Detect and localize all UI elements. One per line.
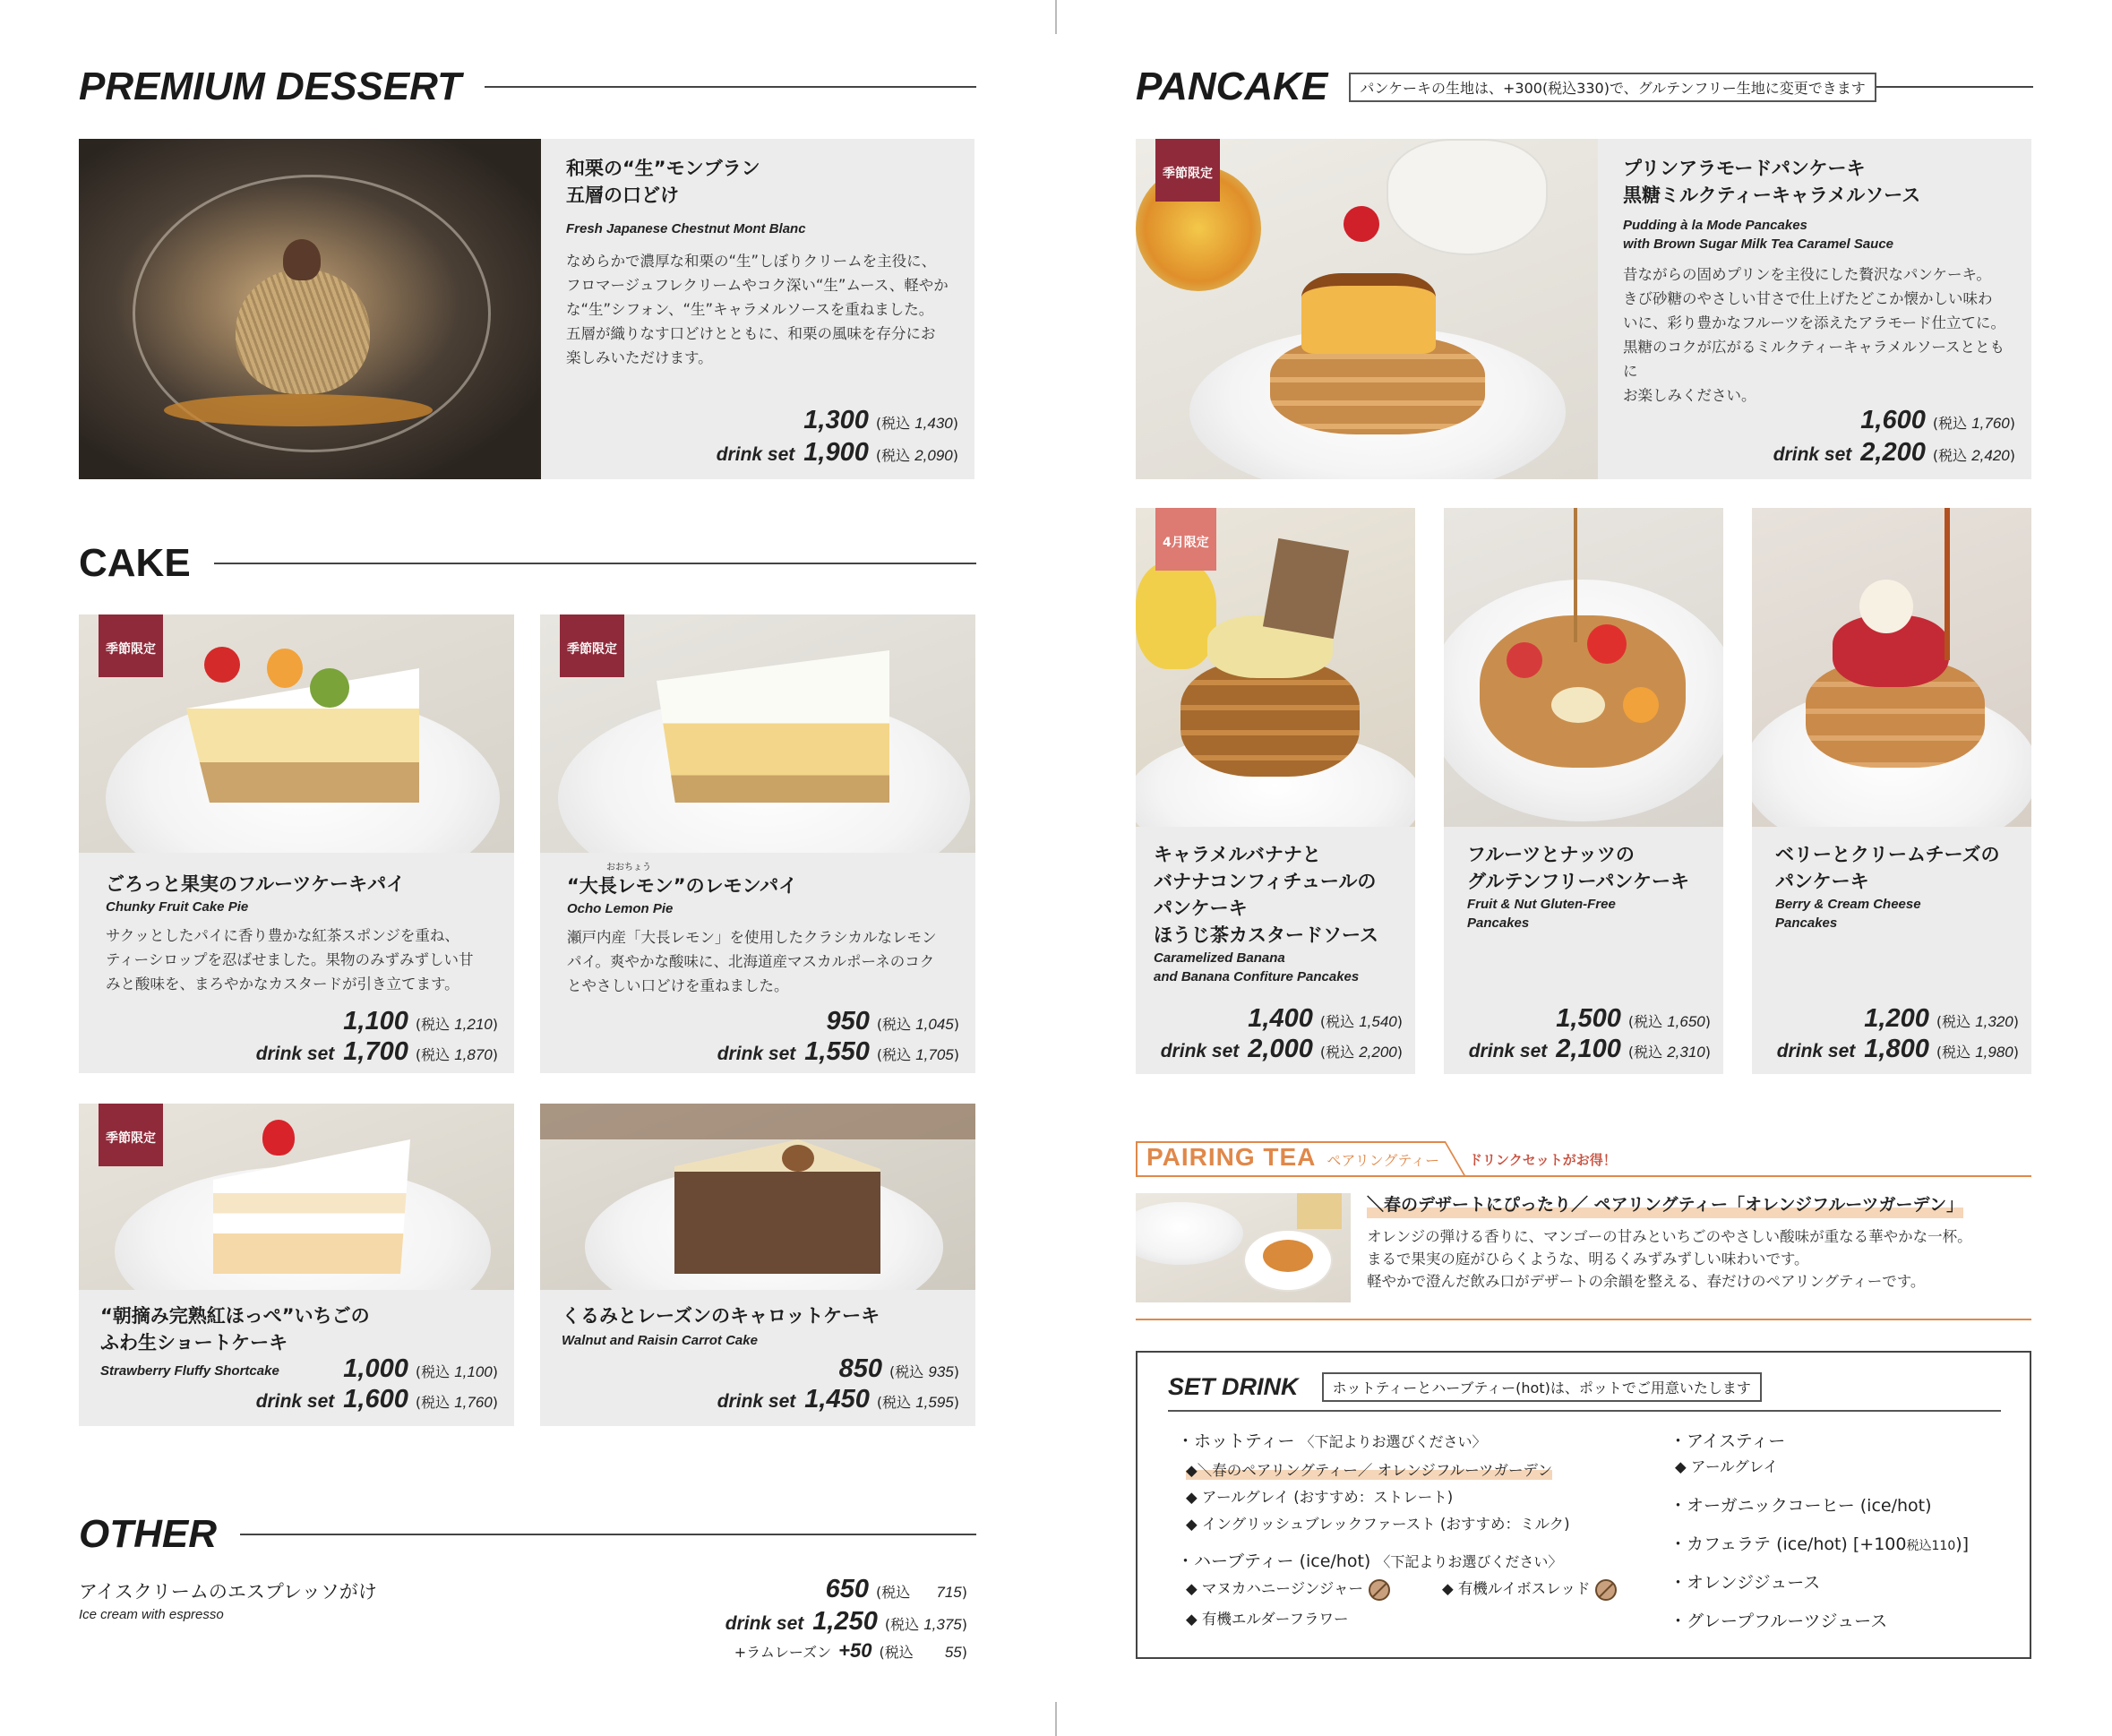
hot-tea-item: ・ホットティー 〈下記よりお選びください〉 [1177, 1431, 1487, 1451]
cake-card-shortcake[interactable] [79, 1104, 514, 1426]
cake3-price: 1,000 (税込 1,100) [343, 1354, 498, 1383]
premium-dessert-card[interactable] [79, 139, 974, 479]
section-title-other: OTHER [79, 1512, 217, 1556]
section-title-premium: PREMIUM DESSERT [79, 64, 462, 108]
premium-drink-set-price: drink set 1,900 (税込 2,090) [716, 438, 958, 467]
other-addon-price: +ラムレーズン +50 (税込 55) [734, 1639, 967, 1662]
orange-juice-item: ・オレンジジュース [1670, 1573, 1821, 1593]
cake2-ruby: おおちょう [606, 863, 651, 872]
seasonal-badge: 季節限定 [99, 614, 163, 677]
pudding-pancake-photo [1136, 139, 1598, 479]
cake3-drink-set-price: drink set 1,600 (税込 1,760) [255, 1385, 498, 1414]
iced-tea-item: ・アイスティー [1670, 1431, 1786, 1451]
premium-name-line1: 和栗の“生”モンブラン [566, 158, 760, 179]
other-item-name-en: Ice cream with espresso [79, 1607, 224, 1622]
cake2-name-en: Ocho Lemon Pie [567, 901, 674, 916]
pancake-main-card[interactable] [1136, 139, 2031, 479]
pancake2-name-en-1: Fruit & Nut Gluten-Free [1467, 897, 1616, 912]
page-fold-top [1055, 0, 1057, 34]
premium-name-line2: 五層の口どけ [566, 185, 679, 206]
pancake1-name-en-1: Caramelized Banana [1154, 950, 1285, 966]
other-heading [79, 1512, 976, 1557]
pancake-main-drink-set-price: drink set 2,200 (税込 2,420) [1773, 438, 2015, 467]
april-badge: 4月限定 [1155, 508, 1216, 571]
herb-option-rooibos: ◆ 有機ルイボスレッド [1442, 1577, 1617, 1601]
carrot-cake-photo [540, 1104, 975, 1290]
pancake3-price: 1,200 (税込 1,320) [1864, 1004, 2019, 1033]
cake3-name-en: Strawberry Fluffy Shortcake [100, 1363, 279, 1379]
other-drink-set-price: drink set 1,250 (税込 1,375) [725, 1607, 967, 1636]
pancake3-name-en-2: Pancakes [1775, 915, 1838, 931]
cake1-name: ごろっと果実のフルーツケーキパイ [106, 873, 406, 895]
herb-option-manuka: ◆ マヌカハニージンジャー [1186, 1577, 1390, 1601]
hot-tea-option-earl-grey: ◆ アールグレイ (おすすめ：ストレート) [1186, 1489, 1454, 1506]
hot-tea-option-pairing: ◆＼春のペアリングティー／ オレンジフルーツガーデン [1186, 1458, 1552, 1480]
pancake-main-price: 1,600 (税込 1,760) [1860, 406, 2015, 434]
heading-rule [240, 1534, 976, 1535]
seasonal-badge: 季節限定 [560, 614, 624, 677]
pancake-card-berry[interactable] [1752, 508, 2031, 1074]
premium-description: なめらかで濃厚な和栗の“生”しぼりクリームを主役に、 フロマージュフレクリームやコク深い“生”ムース、軽やか な“生”シフォン、“生”キャラメルソースを重ねました。 五層が織りなす口どけとともに、和栗の風味を存分にお 楽しみいただけます。 [566, 253, 949, 366]
premium-name-en: Fresh Japanese Chestnut Mont Blanc [566, 221, 806, 236]
cake-card-carrot-cake[interactable] [540, 1104, 975, 1426]
pancake-main-name-en-2: with Brown Sugar Milk Tea Caramel Sauce [1623, 236, 1894, 252]
berry-pancake-photo [1752, 508, 2031, 827]
pancake3-name-line1: ベリーとクリームチーズの [1775, 844, 2000, 865]
other-price: 650 (税込 715) [825, 1575, 967, 1603]
cake1-description: サクッとしたパイに香り豊かな紅茶スポンジを重ね、 ティーシロップを忍ばせました。果物のみずみずしい甘 みと酸味を、まろやかなカスタードが引き立てます。 [106, 927, 474, 993]
cake4-price: 850 (税込 935) [838, 1354, 959, 1383]
cake1-price: 1,100 (税込 1,210) [343, 1007, 498, 1036]
pairing-tea-photo [1136, 1193, 1351, 1302]
mont-blanc-photo [79, 139, 541, 479]
pancake3-name-en-1: Berry & Cream Cheese [1775, 897, 1921, 912]
grapefruit-juice-item: ・グレープフルーツジュース [1670, 1611, 1888, 1631]
heading-rule [485, 86, 976, 88]
pancake-main-name-en-1: Pudding à la Mode Pancakes [1623, 218, 1807, 233]
cake-card-fruit-pie[interactable] [79, 614, 514, 1073]
cake-card-lemon-pie[interactable] [540, 614, 975, 1073]
premium-dessert-heading [79, 64, 976, 109]
set-drink-title: SET DRINK [1168, 1373, 1299, 1400]
pancake1-name-en-2: and Banana Confiture Pancakes [1154, 969, 1360, 984]
shortcake-photo [79, 1104, 514, 1290]
pancake3-drink-set-price: drink set 1,800 (税込 1,980) [1776, 1035, 2019, 1063]
fruit-cake-pie-photo [79, 614, 514, 853]
pancake2-price: 1,500 (税込 1,650) [1556, 1004, 1711, 1033]
heading-rule [214, 563, 976, 564]
pairing-tea-section [1136, 1141, 2031, 1320]
cake1-drink-set-price: drink set 1,700 (税込 1,870) [255, 1037, 498, 1066]
pancake3-name-line2: パンケーキ [1775, 871, 1869, 892]
cake4-drink-set-price: drink set 1,450 (税込 1,595) [717, 1385, 959, 1414]
set-drink-note: ホットティーとハーブティー(hot)は、ポットでご用意いたします [1322, 1372, 1762, 1402]
pairing-tea-headline: ＼春のデザートにぴったり／ ペアリングティー「オレンジフルーツガーデン」 [1367, 1191, 1963, 1218]
banana-pancake-photo [1136, 508, 1415, 827]
pairing-tea-tag: ドリンクセットがお得！ [1469, 1152, 1617, 1168]
premium-price: 1,300 (税込 1,430) [803, 406, 958, 434]
cake3-name-line2: ふわ生ショートケーキ [100, 1332, 288, 1354]
pancake-card-gluten-free[interactable] [1444, 508, 1723, 1074]
heading-rule [1876, 86, 2033, 88]
cake1-name-en: Chunky Fruit Cake Pie [106, 899, 249, 915]
pancake1-drink-set-price: drink set 2,000 (税込 2,200) [1160, 1035, 1403, 1063]
pancake-main-name-line2: 黒糖ミルクティーキャラメルソース [1623, 185, 1921, 206]
pairing-tea-subtitle: ペアリングティー [1326, 1152, 1440, 1169]
pancake-note: パンケーキの生地は、+300(税込330)で、グルテンフリー生地に変更できます [1349, 73, 1876, 102]
pairing-tea-description: オレンジの弾ける香りに、マンゴーの甘みといちごのやさしい酸味が重なる華やかな一杯。 まるで果実の庭がひらくような、明るくみずみずしい味わいです。 軽やかで澄んだ飲み口がデザートの余韻を整える、春だけのペアリングティーです。 [1367, 1228, 1972, 1290]
pancake1-name-line2: バナナコンフィチュールの [1154, 871, 1377, 892]
pancake-main-name-line1: プリンアラモードパンケーキ [1623, 158, 1866, 179]
section-title-cake: CAKE [79, 541, 191, 585]
set-drink-box [1136, 1351, 2031, 1659]
caffeine-free-icon [1595, 1579, 1617, 1601]
pancake-card-banana[interactable] [1136, 508, 1415, 1074]
seasonal-badge: 季節限定 [99, 1104, 163, 1166]
pancake1-price: 1,400 (税込 1,540) [1248, 1004, 1403, 1033]
cake-heading [79, 541, 976, 586]
caffeine-free-icon [1369, 1579, 1390, 1601]
other-item-name: アイスクリームのエスプレッソがけ [79, 1581, 377, 1603]
pancake1-name-line3: パンケーキ [1154, 898, 1248, 919]
other-item[interactable] [79, 1578, 377, 1624]
lemon-pie-photo [540, 614, 975, 853]
herb-option-elderflower: ◆ 有機エルダーフラワー [1186, 1611, 1349, 1628]
pairing-tea-title: PAIRING TEA [1146, 1143, 1317, 1171]
pancake2-name-line2: グルテンフリーパンケーキ [1467, 871, 1690, 892]
cake4-name: くるみとレーズンのキャロットケーキ [562, 1305, 880, 1327]
cake2-description: 瀬戸内産「大長レモン」を使用したクラシカルなレモン パイ。爽やかな酸味に、北海道産マスカルポーネのコク とやさしい口どけを重ねました。 [567, 929, 937, 994]
pancake2-drink-set-price: drink set 2,100 (税込 2,310) [1468, 1035, 1711, 1063]
pancake-heading [1136, 64, 2033, 109]
pancake1-name-line1: キャラメルバナナと [1154, 844, 1321, 865]
cafe-latte-item: ・カフェラテ (ice/hot) [+100税込110)] [1670, 1534, 1970, 1554]
gluten-free-pancake-photo [1444, 508, 1723, 827]
cake3-name-line1: “朝摘み完熟紅ほっぺ”いちごの [100, 1305, 370, 1327]
section-title-pancake: PANCAKE [1136, 64, 1328, 108]
herb-tea-item: ・ハーブティー (ice/hot) 〈下記よりお選びください〉 [1177, 1551, 1563, 1571]
cake4-name-en: Walnut and Raisin Carrot Cake [562, 1333, 758, 1348]
seasonal-badge: 季節限定 [1155, 139, 1220, 202]
pancake1-name-line4: ほうじ茶カスタードソース [1154, 924, 1378, 946]
cake2-name: “大長レモン”のレモンパイ [567, 875, 798, 897]
pancake-main-description: 昔ながらの固めプリンを主役にした贅沢なパンケーキ。 きび砂糖のやさしい甘さで仕上げたどこか懐かしい味わ いに、彩り豊かなフルーツを添えたアラモード仕立てに。 黒糖のコクが広がるミルクティーキャラメルソースとともに お楽しみください。 [1623, 266, 2006, 404]
cake2-price: 950 (税込 1,045) [826, 1007, 959, 1036]
organic-coffee-item: ・オーガニックコーヒー (ice/hot) [1670, 1496, 1932, 1516]
hot-tea-option-english: ◆ イングリッシュブレックファースト (おすすめ：ミルク) [1186, 1516, 1570, 1533]
page-fold-bottom [1055, 1702, 1057, 1736]
iced-tea-option: ◆ アールグレイ [1675, 1458, 1778, 1475]
pancake2-name-line1: フルーツとナッツの [1467, 844, 1635, 865]
pancake2-name-en-2: Pancakes [1467, 915, 1530, 931]
cake2-drink-set-price: drink set 1,550 (税込 1,705) [717, 1037, 959, 1066]
